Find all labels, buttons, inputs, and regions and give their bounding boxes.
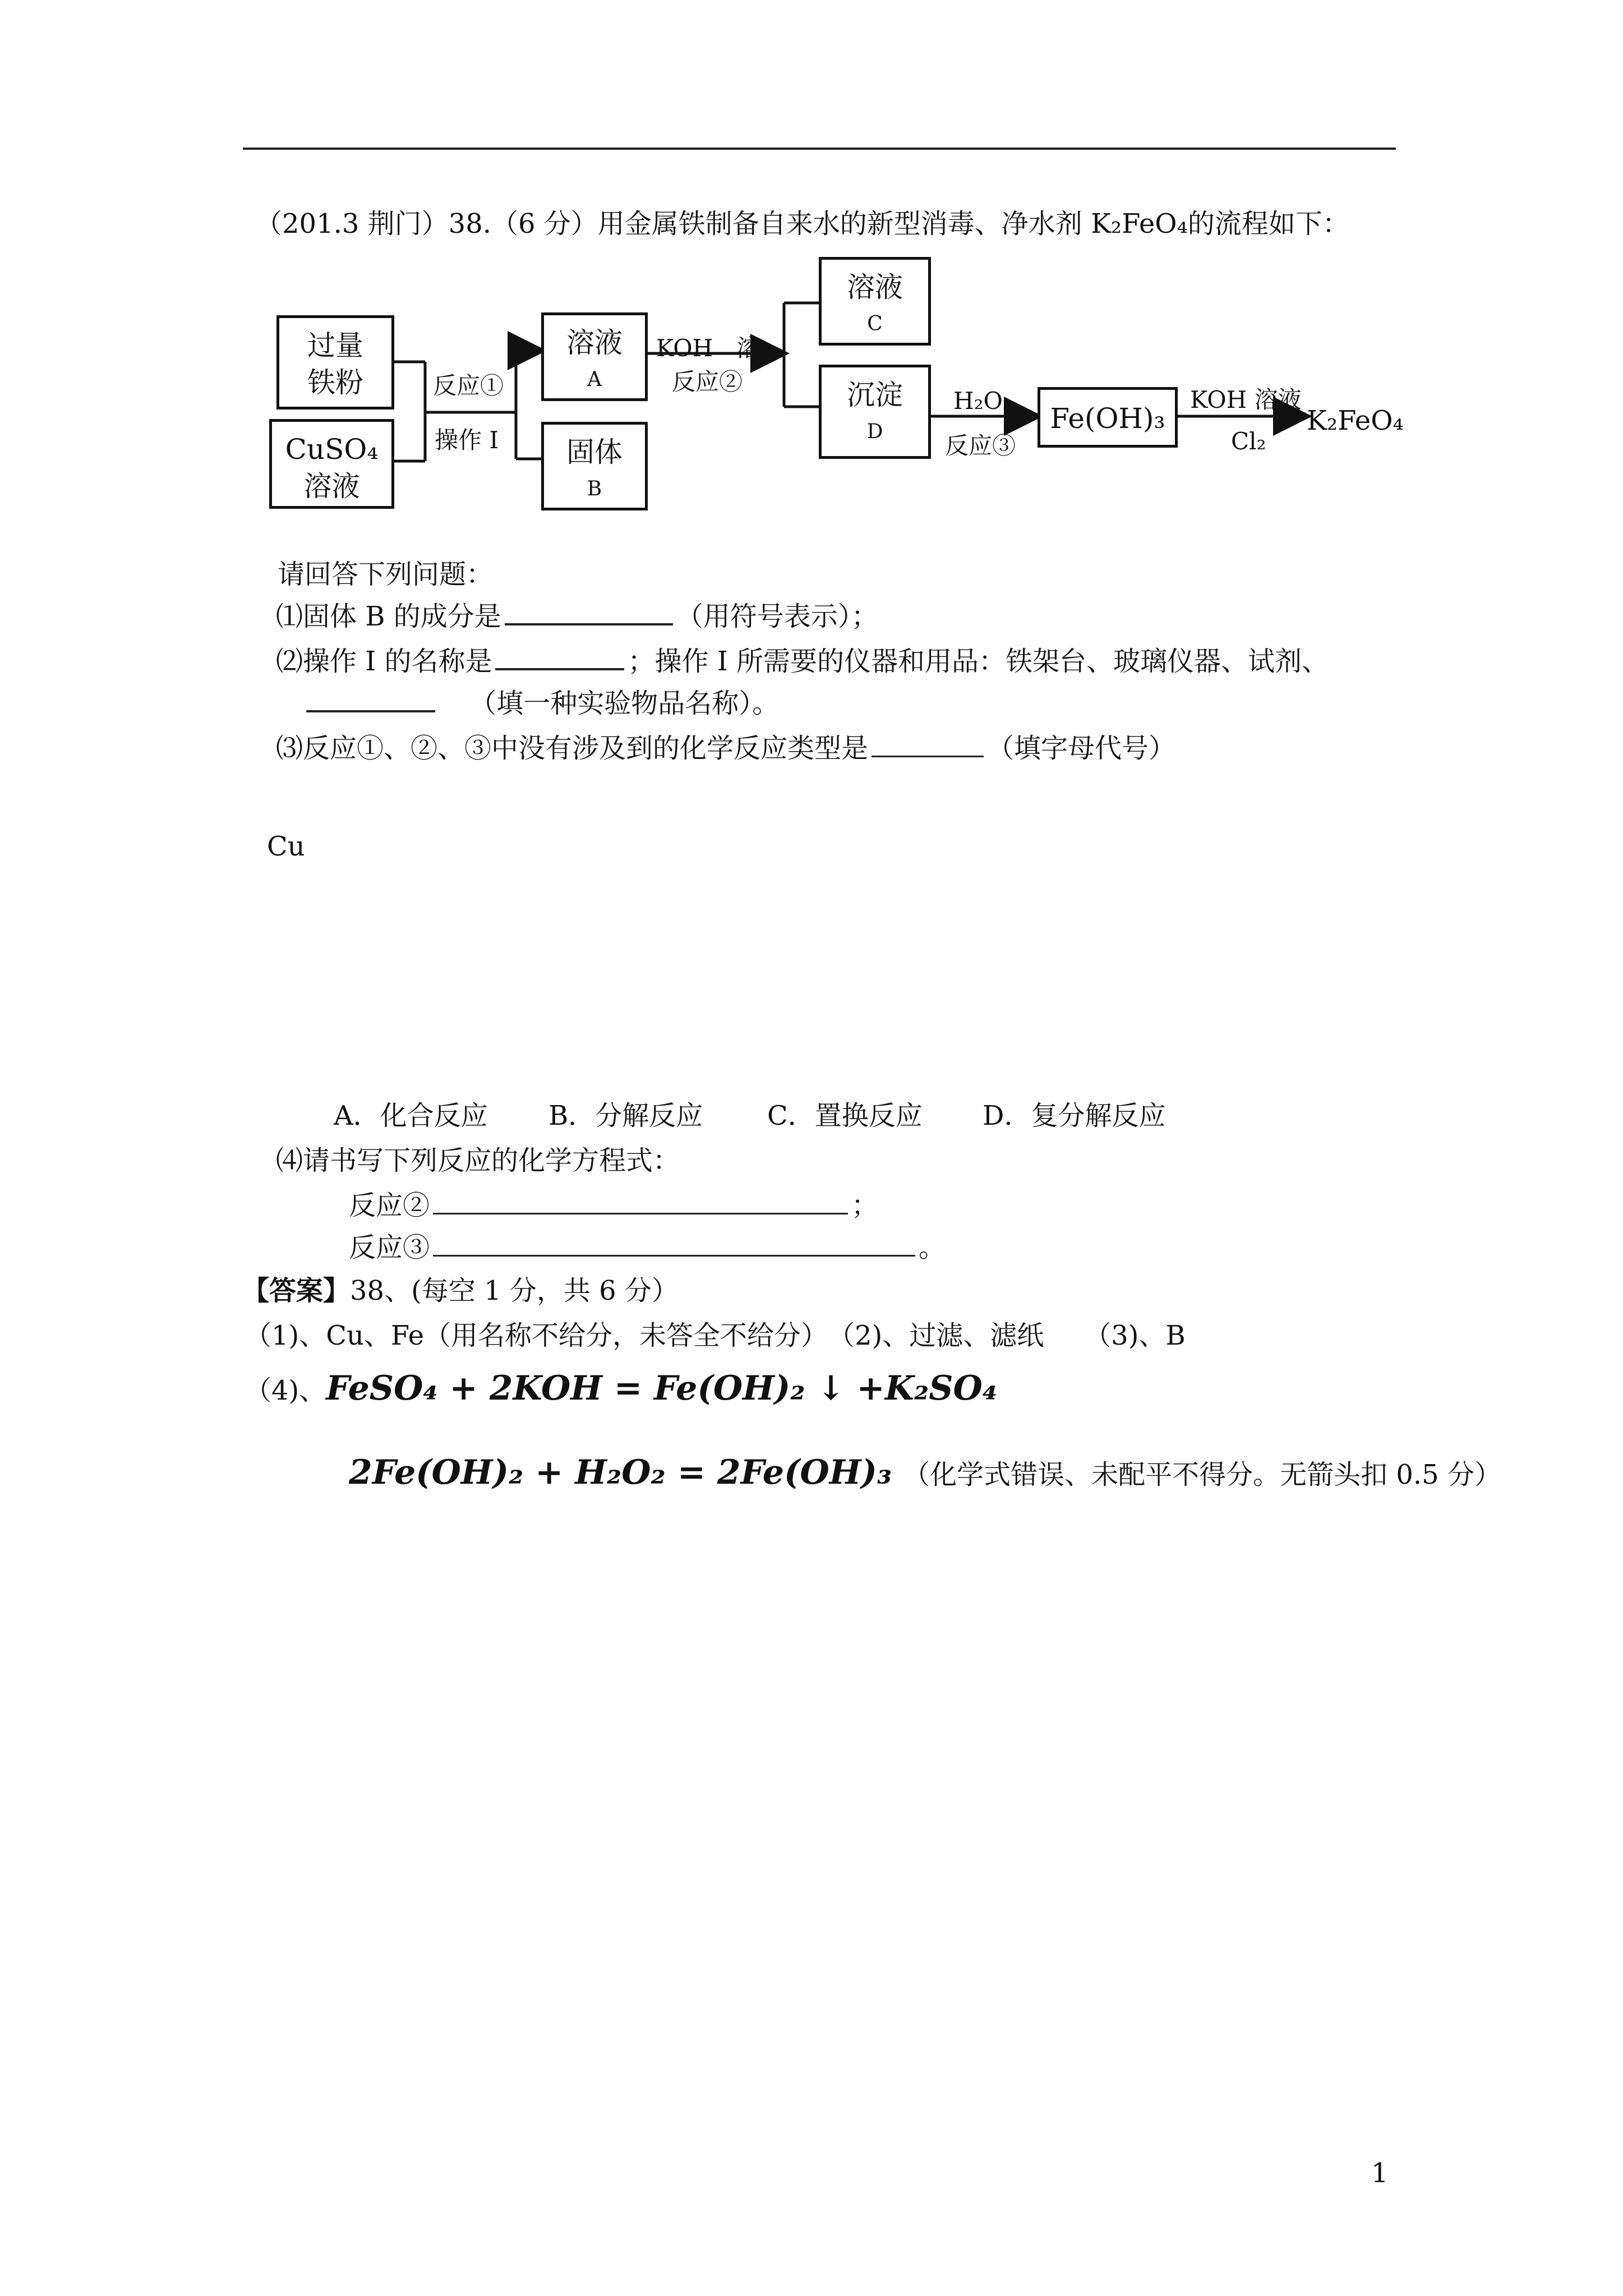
flow-diagram-lines [0,0,1623,539]
stray-cu-text: Cu [267,831,305,862]
label-koh-solution: KOH 溶液 [1190,386,1302,413]
answer-line-3 [349,1453,1501,1492]
label-reaction-2: 反应② [672,368,743,395]
question-4-reaction-3 [349,1231,946,1264]
box-feoh3-text: Fe(OH)₃ [1050,402,1165,435]
answer-heading-label: 【答案】 [242,1275,351,1306]
box-solution-a [541,312,648,401]
answer-heading [242,1274,679,1307]
box-d-line1: 沉淀 [847,379,903,411]
answer-line-2 [245,1369,997,1408]
question-4-reaction-2 [349,1189,878,1222]
answer-equation-1: FeSO₄ + 2KOH = Fe(OH)₂ ↓ +K₂SO₄ [326,1369,998,1408]
box-a-line2: A [587,368,602,391]
q1-text-a: ⑴固体 B 的成分是 [276,601,501,632]
q4-r3-blank[interactable] [433,1232,915,1257]
box-precipitate-d [819,365,931,459]
answer-heading-rest: 38、(每空 1 分，共 6 分） [350,1275,679,1306]
label-cl2: Cl₂ [1231,427,1266,455]
label-reaction-1: 反应① [433,372,504,399]
option-c: C．置换反应 [767,1100,923,1131]
box-b-line1: 固体 [566,436,623,468]
box-solution-c [819,257,931,346]
option-b: B．分解反应 [548,1100,703,1131]
question-1 [276,600,878,633]
option-a: A．化合反应 [334,1100,488,1131]
label-operation-1: 操作 I [435,426,499,454]
box-cuso4-solution [269,419,394,509]
q4-r3-label: 反应③ [349,1232,430,1263]
box-c-line2: C [867,312,883,335]
q1-text-b: （用符号表示）； [676,601,878,632]
q4-r2-blank[interactable] [433,1190,848,1214]
q4-r2-end: ； [851,1190,879,1221]
q2-text-a: ⑵操作 I 的名称是 [276,646,492,677]
box-d-line2: D [866,420,883,443]
q2-blank-2[interactable] [306,688,435,712]
option-d: D．复分解反应 [983,1100,1166,1131]
box-cuso4-line1: CuSO₄ [285,433,379,466]
label-reaction-3: 反应③ [945,432,1016,459]
answer-equation-2-note: （化学式错误、未配平不得分。无箭头扣 0.5 分） [903,1459,1501,1490]
question-3 [276,732,1175,765]
answer-line2-prefix: （4)、 [245,1375,326,1406]
box-a-line1: 溶液 [566,326,623,359]
answer-line-1: （1)、Cu、Fe（用名称不给分，未答全不给分） （2)、过滤、滤纸 （3)、B [245,1320,1186,1351]
q1-blank[interactable] [505,601,673,625]
box-fe-oh-3 [1038,387,1178,448]
box-c-line1: 溶液 [847,271,903,303]
box-cuso4-line2: 溶液 [303,470,360,503]
q4-r2-label: 反应② [349,1190,430,1221]
question-intro: （201.3 荆门）38.（6 分）用金属铁制备自来水的新型消毒、净水剂 K₂FeO₄的流程如下： [255,208,1349,240]
box-b-line2: B [587,477,602,500]
question-prompt: 请回答下列问题： [278,559,494,590]
box-iron-line2: 铁粉 [307,366,363,399]
q3-blank[interactable] [872,733,984,757]
box-iron-line1: 过量 [307,329,363,362]
answer-equation-2: 2Fe(OH)₂ + H₂O₂ = 2Fe(OH)₃ [349,1453,892,1492]
q4-r3-end: 。 [919,1232,946,1263]
box-solid-b [541,422,648,510]
question-2-cont [303,687,779,720]
product-k2feo4: K₂FeO₄ [1307,405,1404,436]
q2-blank-1[interactable] [495,646,624,670]
label-koh: KOH 溶 [656,334,760,362]
question-4: ⑷请书写下列反应的化学方程式： [276,1145,680,1176]
q2-text-b: ；操作 I 所需要的仪器和用品：铁架台、玻璃仪器、试剂、 [628,646,1329,677]
page-number: 1 [1371,2157,1389,2189]
question-2 [276,645,1329,678]
q3-text-a: ⑶反应①、②、③中没有涉及到的化学反应类型是 [276,733,869,764]
q3-text-b: （填字母代号） [987,733,1176,764]
box-iron-powder [276,315,394,409]
q2-text-c: （填一种实验物品名称）。 [469,688,780,719]
label-h2o2: H₂O₂ [953,387,1012,415]
